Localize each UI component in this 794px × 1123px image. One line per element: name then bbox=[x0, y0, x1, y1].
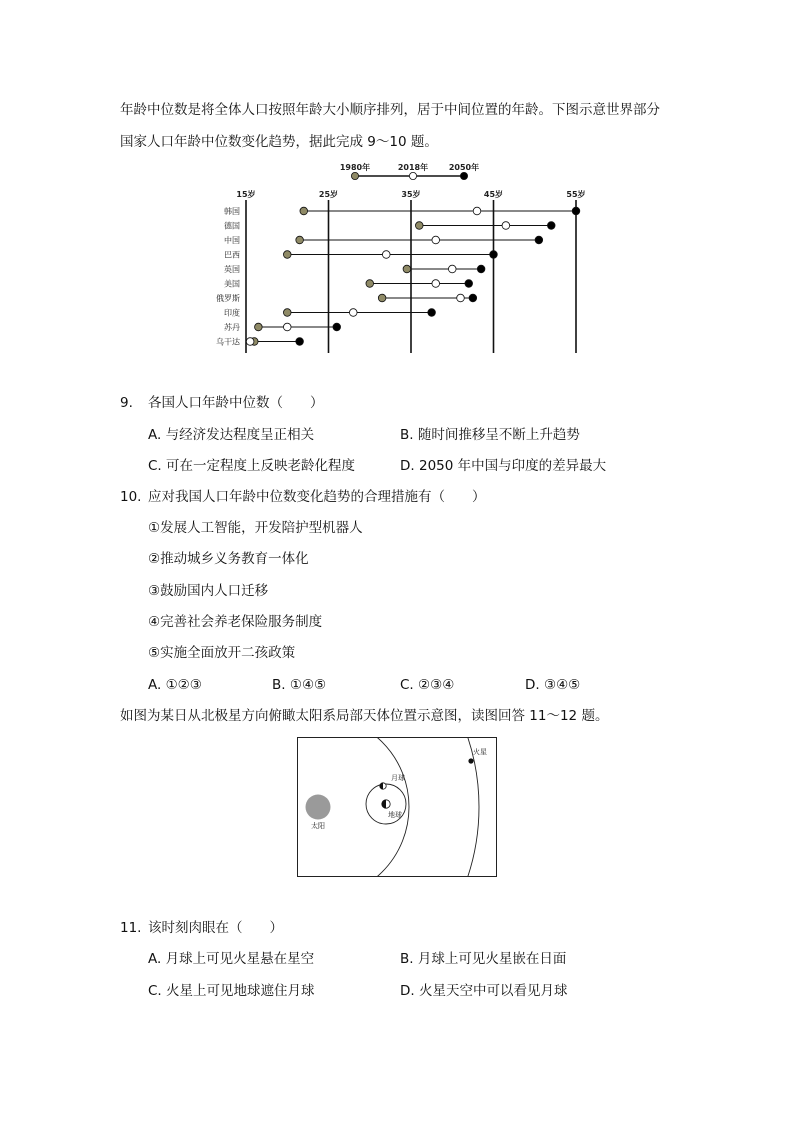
data-point bbox=[255, 323, 263, 331]
data-point bbox=[349, 309, 357, 317]
q10-option-a[interactable]: A. ①②③ bbox=[148, 677, 202, 693]
legend-label: 2018年 bbox=[397, 163, 429, 172]
x-tick-label: 45岁 bbox=[483, 190, 504, 199]
q11-number: 11. bbox=[120, 920, 142, 936]
category-label: 美国 bbox=[224, 279, 240, 289]
category-label: 俄罗斯 bbox=[216, 294, 240, 303]
data-point bbox=[547, 222, 555, 230]
q9-option-a[interactable]: A. 与经济发达程度呈正相关 bbox=[148, 427, 315, 443]
legend-label: 2050年 bbox=[448, 163, 480, 172]
category-label: 乌干达 bbox=[216, 337, 240, 347]
legend-label: 1980年 bbox=[339, 163, 371, 172]
q11-option-a[interactable]: A. 月球上可见火星悬在星空 bbox=[148, 951, 315, 967]
legend-marker bbox=[460, 172, 467, 179]
solar-system-diagram bbox=[297, 737, 497, 877]
data-point bbox=[477, 265, 485, 273]
data-point bbox=[535, 236, 543, 244]
category-label: 苏丹 bbox=[224, 323, 240, 332]
q10-option-b[interactable]: B. ①④⑤ bbox=[272, 677, 327, 693]
data-point bbox=[473, 207, 481, 215]
q10-item-1: ①发展人工智能，开发陪护型机器人 bbox=[148, 520, 363, 536]
x-tick-label: 15岁 bbox=[236, 190, 256, 199]
q10-item-3: ③鼓励国内人口迁移 bbox=[148, 583, 269, 599]
data-point bbox=[572, 207, 580, 215]
q11-option-d[interactable]: D. 火星天空中可以看见月球 bbox=[400, 983, 568, 999]
moon-label: 月球 bbox=[391, 774, 405, 782]
category-label: 德国 bbox=[224, 221, 240, 231]
data-point bbox=[432, 236, 440, 244]
data-point bbox=[432, 280, 440, 288]
category-label: 中国 bbox=[224, 236, 240, 245]
data-point bbox=[296, 236, 304, 244]
data-point bbox=[283, 251, 291, 259]
mars-label: 火星 bbox=[473, 748, 487, 756]
data-point bbox=[366, 280, 374, 288]
legend-marker bbox=[409, 172, 416, 179]
q9-option-d[interactable]: D. 2050 年中国与印度的差异最大 bbox=[400, 458, 607, 474]
q9-number: 9. bbox=[120, 395, 133, 411]
data-point bbox=[378, 294, 386, 302]
category-label: 韩国 bbox=[224, 207, 240, 216]
data-point bbox=[283, 323, 291, 331]
data-point bbox=[246, 338, 254, 346]
q9-option-c[interactable]: C. 可在一定程度上反映老龄化程度 bbox=[148, 458, 356, 474]
q10-option-c[interactable]: C. ②③④ bbox=[400, 677, 455, 693]
q11-stem: 该时刻肉眼在（ ） bbox=[148, 920, 283, 936]
data-point bbox=[382, 251, 390, 259]
sun-icon bbox=[306, 795, 331, 820]
q10-option-d[interactable]: D. ③④⑤ bbox=[525, 677, 581, 693]
data-point bbox=[428, 309, 436, 317]
q10-stem: 应对我国人口年龄中位数变化趋势的合理措施有（ ） bbox=[148, 489, 486, 505]
q11-option-c[interactable]: C. 火星上可见地球遮住月球 bbox=[148, 983, 315, 999]
sun-label: 太阳 bbox=[311, 822, 325, 830]
median-age-chart bbox=[200, 155, 600, 360]
data-point bbox=[457, 294, 465, 302]
earth-label: 地球 bbox=[388, 811, 402, 819]
q10-item-5: ⑤实施全面放开二孩政策 bbox=[148, 645, 296, 661]
data-point bbox=[465, 280, 473, 288]
data-point bbox=[300, 207, 308, 215]
data-point bbox=[469, 294, 477, 302]
intro-line-2: 国家人口年龄中位数变化趋势，据此完成 9～10 题。 bbox=[120, 134, 438, 150]
x-tick-label: 35岁 bbox=[401, 190, 421, 199]
x-tick-label: 25岁 bbox=[318, 190, 339, 199]
q10-number: 10. bbox=[120, 489, 142, 505]
mars-icon bbox=[468, 758, 473, 763]
q9-stem: 各国人口年龄中位数（ ） bbox=[148, 395, 324, 411]
data-point bbox=[283, 309, 291, 317]
category-label: 英国 bbox=[224, 265, 240, 274]
data-point bbox=[448, 265, 456, 273]
data-point bbox=[502, 222, 510, 230]
q9-option-b[interactable]: B. 随时间推移呈不断上升趋势 bbox=[400, 427, 580, 443]
q10-item-4: ④完善社会养老保险服务制度 bbox=[148, 614, 323, 630]
x-tick-label: 55岁 bbox=[566, 190, 586, 199]
data-point bbox=[333, 323, 341, 331]
category-label: 印度 bbox=[224, 308, 240, 318]
data-point bbox=[415, 222, 423, 230]
category-label: 巴西 bbox=[224, 250, 240, 260]
data-point bbox=[403, 265, 411, 273]
q11-option-b[interactable]: B. 月球上可见火星嵌在日面 bbox=[400, 951, 567, 967]
legend-marker bbox=[351, 172, 358, 179]
intro-line-1: 年龄中位数是将全体人口按照年龄大小顺序排列，居于中间位置的年龄。下图示意世界部分 bbox=[120, 102, 660, 118]
q10-item-2: ②推动城乡义务教育一体化 bbox=[148, 551, 309, 567]
intro-2: 如图为某日从北极星方向俯瞰太阳系局部天体位置示意图，读图回答 11～12 题。 bbox=[120, 708, 609, 724]
data-point bbox=[490, 251, 498, 259]
data-point bbox=[296, 338, 304, 346]
